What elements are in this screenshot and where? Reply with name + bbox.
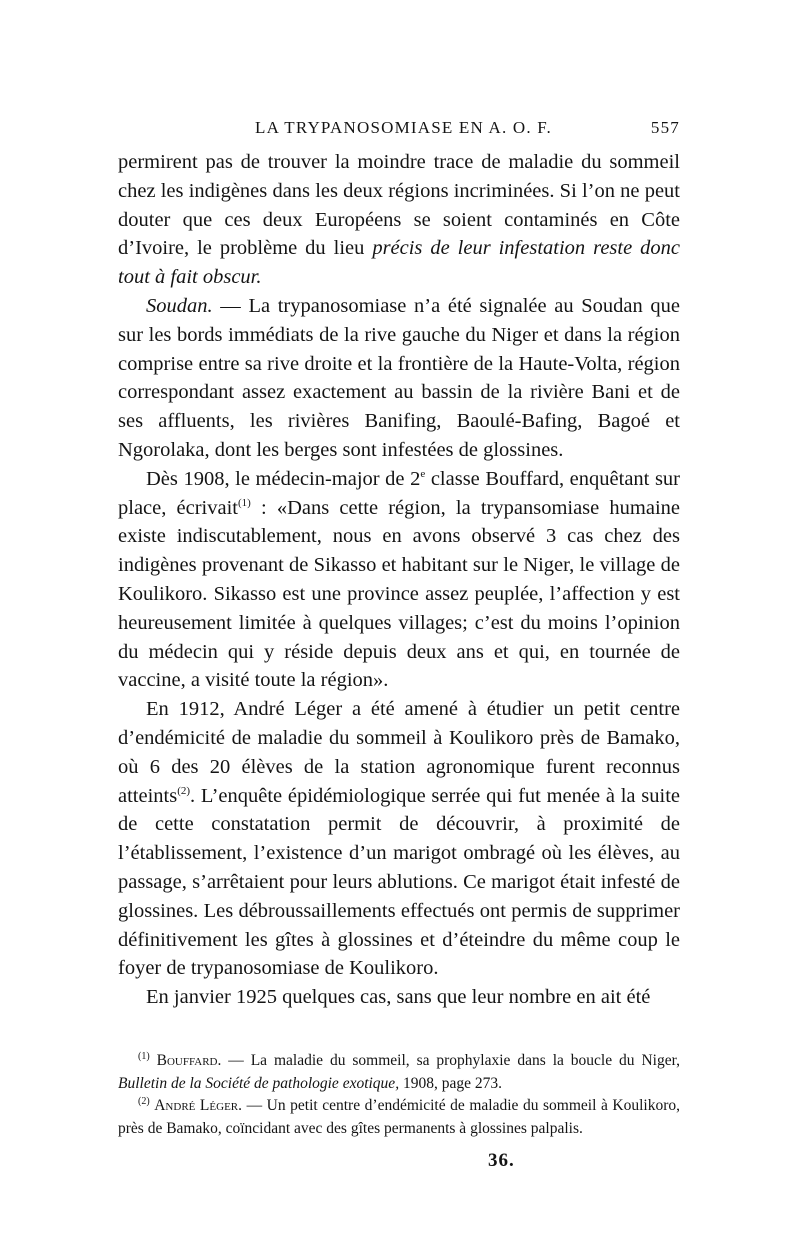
- paragraph-text: classe Bouffard, enquêtant sur place, écrivait: [118, 467, 680, 519]
- paragraph-text: : «Dans cette région, la trypansomiase humaine existe indiscutablement, nous en avons observé 3 cas chez des indigènes provenant de Sikasso et habitant sur le Niger, le village de Koulikoro. Sikasso est une province assez peuplée, l’affection y est heureusement limitée à quelques villages; c’est du moins l’opinion du médecin qui y réside depuis deux ans et qui, en tournée de vaccine, a visité toute la région».: [118, 496, 681, 692]
- footnote-1: [118, 1050, 680, 1095]
- paragraph-bouffard: [118, 465, 680, 695]
- paragraph-text: Dès 1908, le médecin-major de 2: [146, 467, 421, 490]
- footnote-ref-2: (2): [177, 784, 191, 797]
- paragraph-soudan: [118, 292, 680, 465]
- footnote-2: [118, 1095, 680, 1140]
- body-text: [118, 148, 680, 1012]
- paragraph-leger: [118, 695, 680, 983]
- paragraph-text: — La trypanosomiase n’a été signalée au Soudan que sur les bords immédiats de la rive gauche du Niger et dans la région comprise entre sa rive droite et la frontière de la Haute-Volta, région correspondant assez exactement au bassin de la rivière Bani et de ses affluents, les rivières Banifing, Baoulé-Bafing, Bagoé et Ngorolaka, dont les berges sont infestées de glossines.: [118, 294, 680, 461]
- footnote-text: 1908, page 273.: [399, 1075, 502, 1093]
- paragraph-1925: [118, 983, 680, 1012]
- footnote-author: Bouffard.: [156, 1051, 222, 1069]
- paragraph-text: En 1912, André Léger a été amené à étudier un petit centre d’endémicité de maladie du sommeil à Koulikoro près de Bamako, où 6 des 20 élèves de la station agronomique furent reconnus atteints: [118, 698, 680, 807]
- signature-mark: 36.: [488, 1150, 515, 1171]
- running-title: LA TRYPANOSOMIASE EN A. O. F.: [255, 118, 552, 137]
- footnote-author: André Léger.: [154, 1096, 242, 1114]
- page-number: 557: [650, 118, 680, 137]
- paragraph-text: En janvier 1925 quelques cas, sans que leur nombre en ait été: [146, 986, 651, 1009]
- paragraph-text: permirent pas de trouver la moindre trace de maladie du sommeil chez les indigènes dans les deux régions incriminées. Si l’on ne peut douter que ces deux Européens se soient contaminés en Côte d’Ivoire, le problème du lieu: [118, 151, 680, 260]
- ordinal-superscript: e: [420, 467, 426, 480]
- section-lead-soudan: Soudan.: [146, 294, 213, 317]
- footnote-text: — La maladie du sommeil, sa prophylaxie dans la boucle du Niger,: [221, 1051, 681, 1069]
- paragraph-continuation: [118, 148, 680, 292]
- footnotes: [118, 1050, 680, 1140]
- running-header: [118, 118, 680, 142]
- paragraph-text: . L’enquête épidémiologique serrée qui fut menée à la suite de cette constatation permit de découvrir, à proximité de l’établissement, l’existence d’un marigot ombragé où les élèves, au passage, s’arrêtaient pour leurs ablutions. Ce marigot était infesté de glossines. Les débroussaillements effectués ont permis de supprimer définitivement les gîtes à glossines et d’éteindre du même coup le foyer de trypanosomiase de Koulikoro.: [118, 784, 680, 980]
- book-page: [118, 118, 680, 1140]
- footnote-ref-1: (1): [238, 496, 251, 509]
- footnote-number: (2): [138, 1095, 150, 1107]
- footnote-text: — Un petit centre d’endémicité de maladie du sommeil à Koulikoro, près de Bamako, coïncidant avec des gîtes permanents à glossines palpalis.: [118, 1096, 680, 1138]
- italic-phrase: précis de leur infestation reste donc tout à fait obscur.: [118, 237, 680, 289]
- footnote-journal: Bulletin de la Société de pathologie exotique,: [118, 1075, 400, 1093]
- footnote-number: (1): [138, 1050, 150, 1062]
